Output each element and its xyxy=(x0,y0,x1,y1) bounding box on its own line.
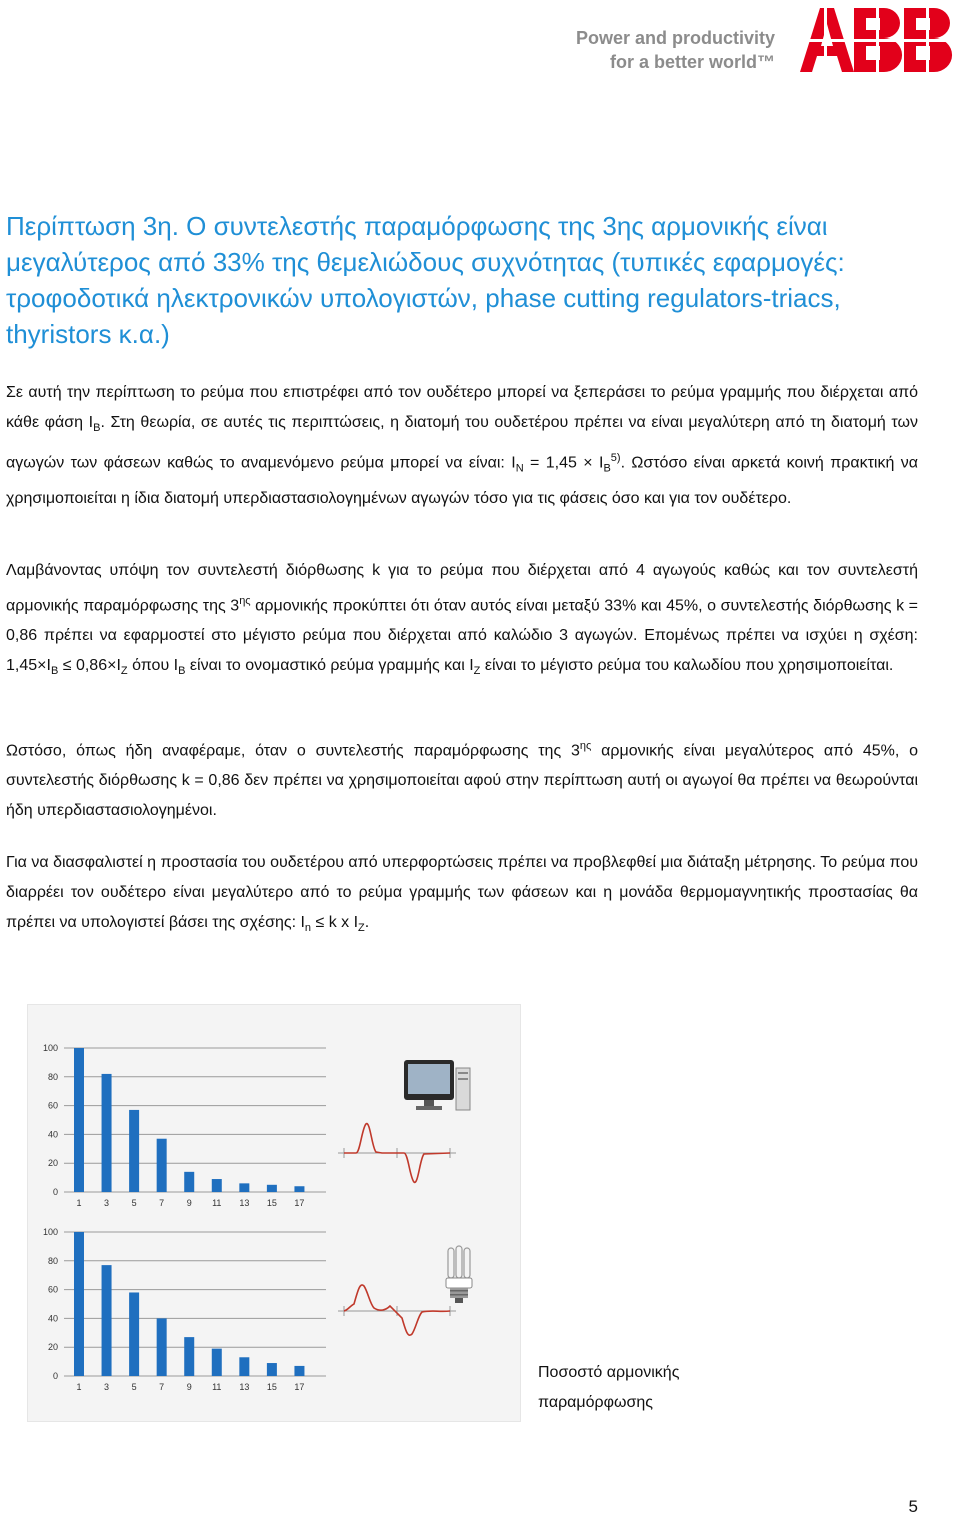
harmonic-bar xyxy=(267,1185,277,1192)
abb-logo xyxy=(798,4,958,81)
distorted-waveform-pc xyxy=(338,1118,456,1188)
case-heading: Περίπτωση 3η. Ο συντελεστής παραμόρφωσης της 3ης αρμονικής είναι μεγαλύτερος από 33% της θεμελιώδους συχνότητας (τυπικές εφαρμογές: τροφοδοτικά ηλεκτρονικών υπολογιστών, phase cutting regulators-triacs, thyristors κ.α.) xyxy=(6,211,845,349)
x-tick-label: 1 xyxy=(76,1198,82,1208)
figure-caption xyxy=(538,1358,679,1418)
x-tick-label: 13 xyxy=(239,1382,250,1392)
p1-text-d: . Ωστόσο είναι αρκετά κοινή πρακτική να χρησιμοποιείται η ίδια διατομή υπερδιαστασιολογημένων αγωγών τόσο για τις φάσεις όσο και για τον ουδέτερο. xyxy=(6,454,918,507)
p2-sub-z2: Z xyxy=(473,665,481,678)
p1-footnote-ref: 5) xyxy=(610,452,621,465)
y-tick-label: 80 xyxy=(47,1255,58,1266)
p2-sub-b: B xyxy=(50,665,59,678)
y-tick-label: 40 xyxy=(47,1313,58,1324)
p3-sup: ης xyxy=(579,740,592,752)
page-number: 5 xyxy=(908,1497,918,1516)
x-tick-label: 11 xyxy=(212,1198,222,1208)
x-tick-label: 15 xyxy=(266,1198,277,1208)
x-tick-label: 3 xyxy=(104,1198,110,1208)
compact-fluorescent-lamp-icon xyxy=(438,1244,478,1310)
x-tick-label: 7 xyxy=(159,1382,165,1392)
paragraph-1 xyxy=(6,378,918,514)
harmonic-bar xyxy=(102,1265,112,1376)
x-tick-label: 1 xyxy=(76,1382,82,1392)
x-tick-label: 9 xyxy=(186,1198,192,1208)
p1-sub-n: N xyxy=(515,462,524,475)
y-tick-label: 60 xyxy=(47,1100,58,1111)
harmonic-bar xyxy=(74,1232,84,1376)
paragraph-3 xyxy=(6,731,918,826)
y-tick-label: 100 xyxy=(42,1227,58,1237)
p2-sub-z: Z xyxy=(120,665,128,678)
harmonic-bar xyxy=(129,1292,139,1376)
x-tick-label: 11 xyxy=(212,1382,222,1392)
y-tick-label: 20 xyxy=(47,1158,58,1169)
y-tick-label: 0 xyxy=(52,1187,58,1197)
harmonic-bar xyxy=(102,1074,112,1192)
y-tick-label: 80 xyxy=(47,1071,58,1082)
harmonic-bar xyxy=(239,1357,249,1376)
harmonic-bar xyxy=(74,1048,84,1192)
p4-text-b: ≤ k x I xyxy=(311,914,359,931)
harmonic-bar xyxy=(129,1110,139,1192)
y-tick-label: 0 xyxy=(52,1371,58,1381)
p2-sup: ης xyxy=(239,595,251,607)
p1-sub-b2: B xyxy=(603,462,611,475)
harmonic-bar xyxy=(184,1337,194,1376)
p2-sub-b2: B xyxy=(178,665,186,678)
p2-text-f: είναι το μέγιστο ρεύμα του καλωδίου που χρησιμοποιείται. xyxy=(480,657,894,675)
y-tick-label: 20 xyxy=(47,1342,58,1353)
x-tick-label: 9 xyxy=(186,1382,192,1392)
x-tick-label: 17 xyxy=(294,1382,305,1392)
brand-tagline xyxy=(576,26,775,74)
harmonic-spectrum-chart-pc xyxy=(30,1040,330,1220)
x-tick-label: 5 xyxy=(131,1198,137,1208)
harmonic-bar xyxy=(239,1183,249,1192)
p1-text-c: = 1,45 × I xyxy=(523,454,604,472)
p2-text-b: αρμονικής προκύπτει ότι όταν αυτός είναι μεταξύ 33% και 45%, ο συντελεστής διόρθωσης k = 0,86 πρέπει να εφαρμοστεί στο μέγιστο ρεύμα που διέρχεται από καλώδιο 3 αγωγών. Επομένως πρέπει να ισχύει η σχέση: 1,45×I xyxy=(6,597,919,675)
x-tick-label: 5 xyxy=(131,1382,137,1392)
harmonic-spectrum-chart-lamp xyxy=(30,1224,330,1404)
caption-line-2: παραμόρφωσης xyxy=(538,1394,653,1411)
y-tick-label: 60 xyxy=(47,1284,58,1295)
p3-text-b: αρμονικής είναι μεγαλύτερος από 45%, ο συντελεστής διόρθωσης k = 0,86 δεν πρέπει να χρησιμοποιείται αφού στην περίπτωση αυτή οι αγωγοί θα πρέπει να θεωρούνται ήδη υπερδιαστασιολογημένοι. xyxy=(6,742,919,820)
p1-sub-b: B xyxy=(93,422,101,435)
paragraph-4 xyxy=(6,848,918,943)
harmonic-bar xyxy=(294,1366,304,1376)
harmonic-bar xyxy=(212,1349,222,1376)
y-tick-label: 40 xyxy=(47,1129,58,1140)
y-tick-label: 100 xyxy=(42,1043,58,1053)
p2-text-e: είναι το ονομαστικό ρεύμα γραμμής και I xyxy=(185,657,474,675)
p4-text-c: . xyxy=(364,914,370,931)
caption-line-1: Ποσοστό αρμονικής xyxy=(538,1364,680,1381)
harmonic-bar xyxy=(184,1172,194,1192)
p2-text-d: όπου I xyxy=(127,657,179,675)
x-tick-label: 15 xyxy=(266,1382,277,1392)
p4-text-a: Για να διασφαλιστεί η προστασία του ουδετέρου από υπερφορτώσεις πρέπει να προβλεφθεί μια διάταξη μέτρησης. Το ρεύμα που διαρρέει τον ουδέτερο είναι μεγαλύτερο από το ρεύμα γραμμής των φάσεων και η μονάδα θερμομαγνητικής προστασίας θα πρέπει να υπολογιστεί βάσει της σχέσης: I xyxy=(6,854,918,931)
tagline-line-1: Power and productivity xyxy=(575,28,775,48)
p2-text-a: Λαμβάνοντας υπόψη τον συντελεστή διόρθωσης k για το ρεύμα που διέρχεται από 4 αγωγούς καθώς και τον συντελεστή αρμονικής παραμόρφωσης της 3 xyxy=(6,562,918,615)
tagline-line-2: for a better world™ xyxy=(609,52,775,72)
harmonic-bar xyxy=(157,1139,167,1192)
computer-monitor-icon xyxy=(400,1056,472,1118)
p3-text-a: Ωστόσο, όπως ήδη αναφέραμε, όταν ο συντελεστής παραμόρφωσης της 3 xyxy=(6,742,580,760)
x-tick-label: 13 xyxy=(239,1198,250,1208)
p1-text-a: Σε αυτή την περίπτωση το ρεύμα που επιστρέφει από τον ουδέτερο μπορεί να ξεπεράσει το ρεύμα γραμμής που διέρχεται από κάθε φάση I xyxy=(6,384,918,431)
harmonic-bar xyxy=(267,1363,277,1376)
x-tick-label: 7 xyxy=(159,1198,165,1208)
p1-text-b: . Στη θεωρία, σε αυτές τις περιπτώσεις, η διατομή του ουδετέρου πρέπει να είναι μεγαλύτερη από τη διατομή των αγωγών των φάσεων καθώς το αναμενόμενο ρεύμα μπορεί να είναι: I xyxy=(6,414,918,472)
harmonic-bar xyxy=(212,1179,222,1192)
harmonic-bar xyxy=(157,1318,167,1376)
paragraph-2 xyxy=(6,556,918,687)
p4-sub-n: n xyxy=(304,922,312,935)
x-tick-label: 17 xyxy=(294,1198,305,1208)
p2-text-c: ≤ 0,86×I xyxy=(58,657,121,675)
p4-sub-z: Z xyxy=(358,922,365,935)
harmonic-bar xyxy=(294,1186,304,1192)
x-tick-label: 3 xyxy=(104,1382,110,1392)
